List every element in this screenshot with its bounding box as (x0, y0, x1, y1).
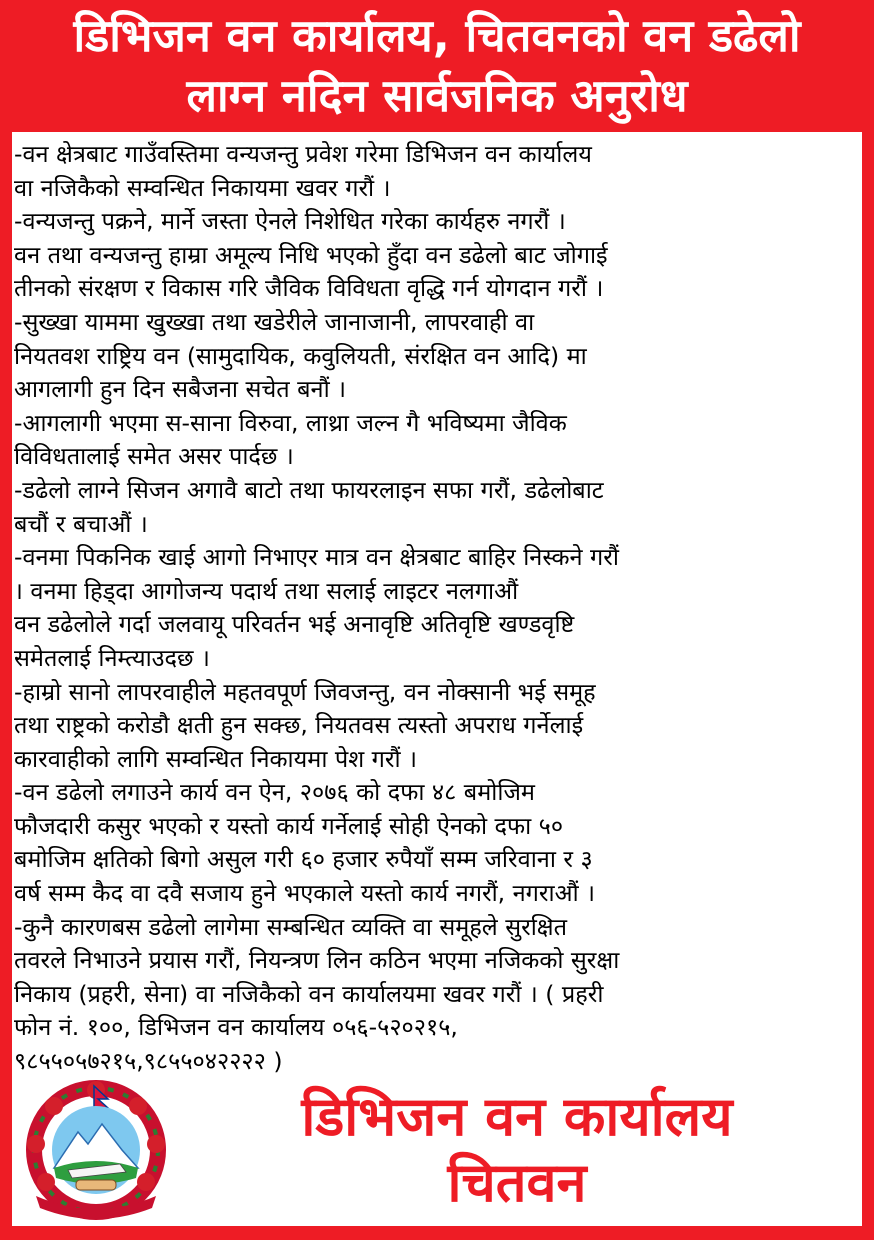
nepal-emblem-icon (22, 1080, 170, 1222)
body-line: बमोजिम क्षतिको बिगो असुल गरी ६० हजार रुपैयाँ सम्म जरिवाना र ३ (14, 845, 593, 874)
body-line: ९८५५०५७२१५,९८५५०४२२२२ ) (14, 1047, 283, 1076)
body-line: -डढेलो लाग्ने सिजन अगावै बाटो तथा फायरलाइन सफा गरौं, डढेलोबाट (14, 475, 604, 504)
body-line: आगलागी हुन दिन सबैजना सचेत बनौं । (14, 375, 347, 404)
body-line: -कुनै कारणबस डढेलो लागेमा सम्बन्धित व्यक्ति वा समूहले सुरक्षित (14, 912, 568, 941)
body-line: वन तथा वन्यजन्तु हाम्रा अमूल्य निधि भएको हुँदा वन डढेलो बाट जोगाई (14, 240, 608, 269)
body-line: -सुख्खा याममा खुख्खा तथा खडेरीले जानाजानी, लापरवाही वा (14, 307, 535, 336)
notice-header (0, 0, 874, 132)
header-title-line-2: लाग्न नदिन सार्वजनिक अनुरोध (186, 69, 688, 122)
body-line: -वन डढेलो लगाउने कार्य वन ऐन, २०७६ को दफा ४८ बमोजिम (14, 778, 535, 807)
body-line: -वन क्षेत्रबाट गाउँवस्तिमा वन्यजन्तु प्रवेश गरेमा डिभिजन वन कार्यालय (14, 140, 592, 168)
notice-footer (12, 1078, 862, 1226)
body-line: -वनमा पिकनिक खाई आगो निभाएर मात्र वन क्षेत्रबाट बाहिर निस्कने गरौं (14, 543, 619, 572)
footer-title-line-2: चितवन (447, 1151, 587, 1214)
body-line: वर्ष सम्म कैद वा दवै सजाय हुने भएकाले यस्तो कार्य नगरौं, नगराऔं । (14, 879, 595, 908)
header-title-line-1: डिभिजन वन कार्यालय, चितवनको वन डढेलो (73, 9, 801, 62)
body-line: तथा राष्ट्रको करोडौ क्षती हुन सक्छ, नियतवस त्यस्तो अपराध गर्नेलाई (14, 711, 584, 740)
body-line: फोन नं. १००, डिभिजन वन कार्यालय ०५६-५२०२१५, (14, 1013, 458, 1042)
body-line: निकाय (प्रहरी, सेना) वा नजिकैको वन कार्यालयमा खवर गरौं । ( प्रहरी (14, 979, 604, 1008)
body-line: समेतलाई निम्त्याउदछ । (14, 643, 210, 672)
body-line: वा नजिकैको सम्वन्धित निकायमा खवर गरौं । (14, 173, 391, 202)
body-line: तवरले निभाउने प्रयास गरौं, नियन्त्रण लिन कठिन भएमा नजिकको सुरक्षा (14, 946, 620, 975)
notice-body (14, 138, 860, 1079)
body-line: -आगलागी भएमा स-साना विरुवा, लाथ्रा जल्न गै भविष्यमा जैविक (14, 408, 567, 437)
body-line: । वनमा हिड्दा आगोजन्य पदार्थ तथा सलाई लाइटर नलगाऔं (14, 576, 519, 605)
body-line: कारवाहीको लागि सम्वन्धित निकायमा पेश गरौं । (14, 744, 417, 773)
body-line: बचौं र बचाऔं । (14, 509, 148, 538)
body-line: वन डढेलोले गर्दा जलवायू परिवर्तन भई अनावृष्टि अतिवृष्टि खण्डवृष्टि (14, 610, 575, 639)
body-line: -वन्यजन्तु पक्रने, मार्ने जस्ता ऐनले निशेधित गरेका कार्यहरु नगरौं । (14, 207, 566, 236)
body-line: फौजदारी कसुर भएको र यस्तो कार्य गर्नेलाई सोही ऐनको दफा ५० (14, 811, 564, 840)
body-line: तीनको संरक्षण र विकास गरि जैविक विविधता वृद्धि गर्न योगदान गरौं । (14, 274, 604, 303)
footer-office-name (172, 1084, 862, 1216)
footer-title-line-1: डिभिजन वन कार्यालय (301, 1085, 733, 1148)
body-line: -हाम्रो सानो लापरवाहीले महतवपूर्ण जिवजन्तु, वन नोक्सानी भई समूह (14, 677, 596, 706)
body-line: विविधतालाई समेत असर पार्दछ । (14, 442, 294, 471)
body-line: नियतवश राष्ट्रिय वन (सामुदायिक, कवुलियती, संरक्षित वन आदि) मा (14, 341, 587, 370)
